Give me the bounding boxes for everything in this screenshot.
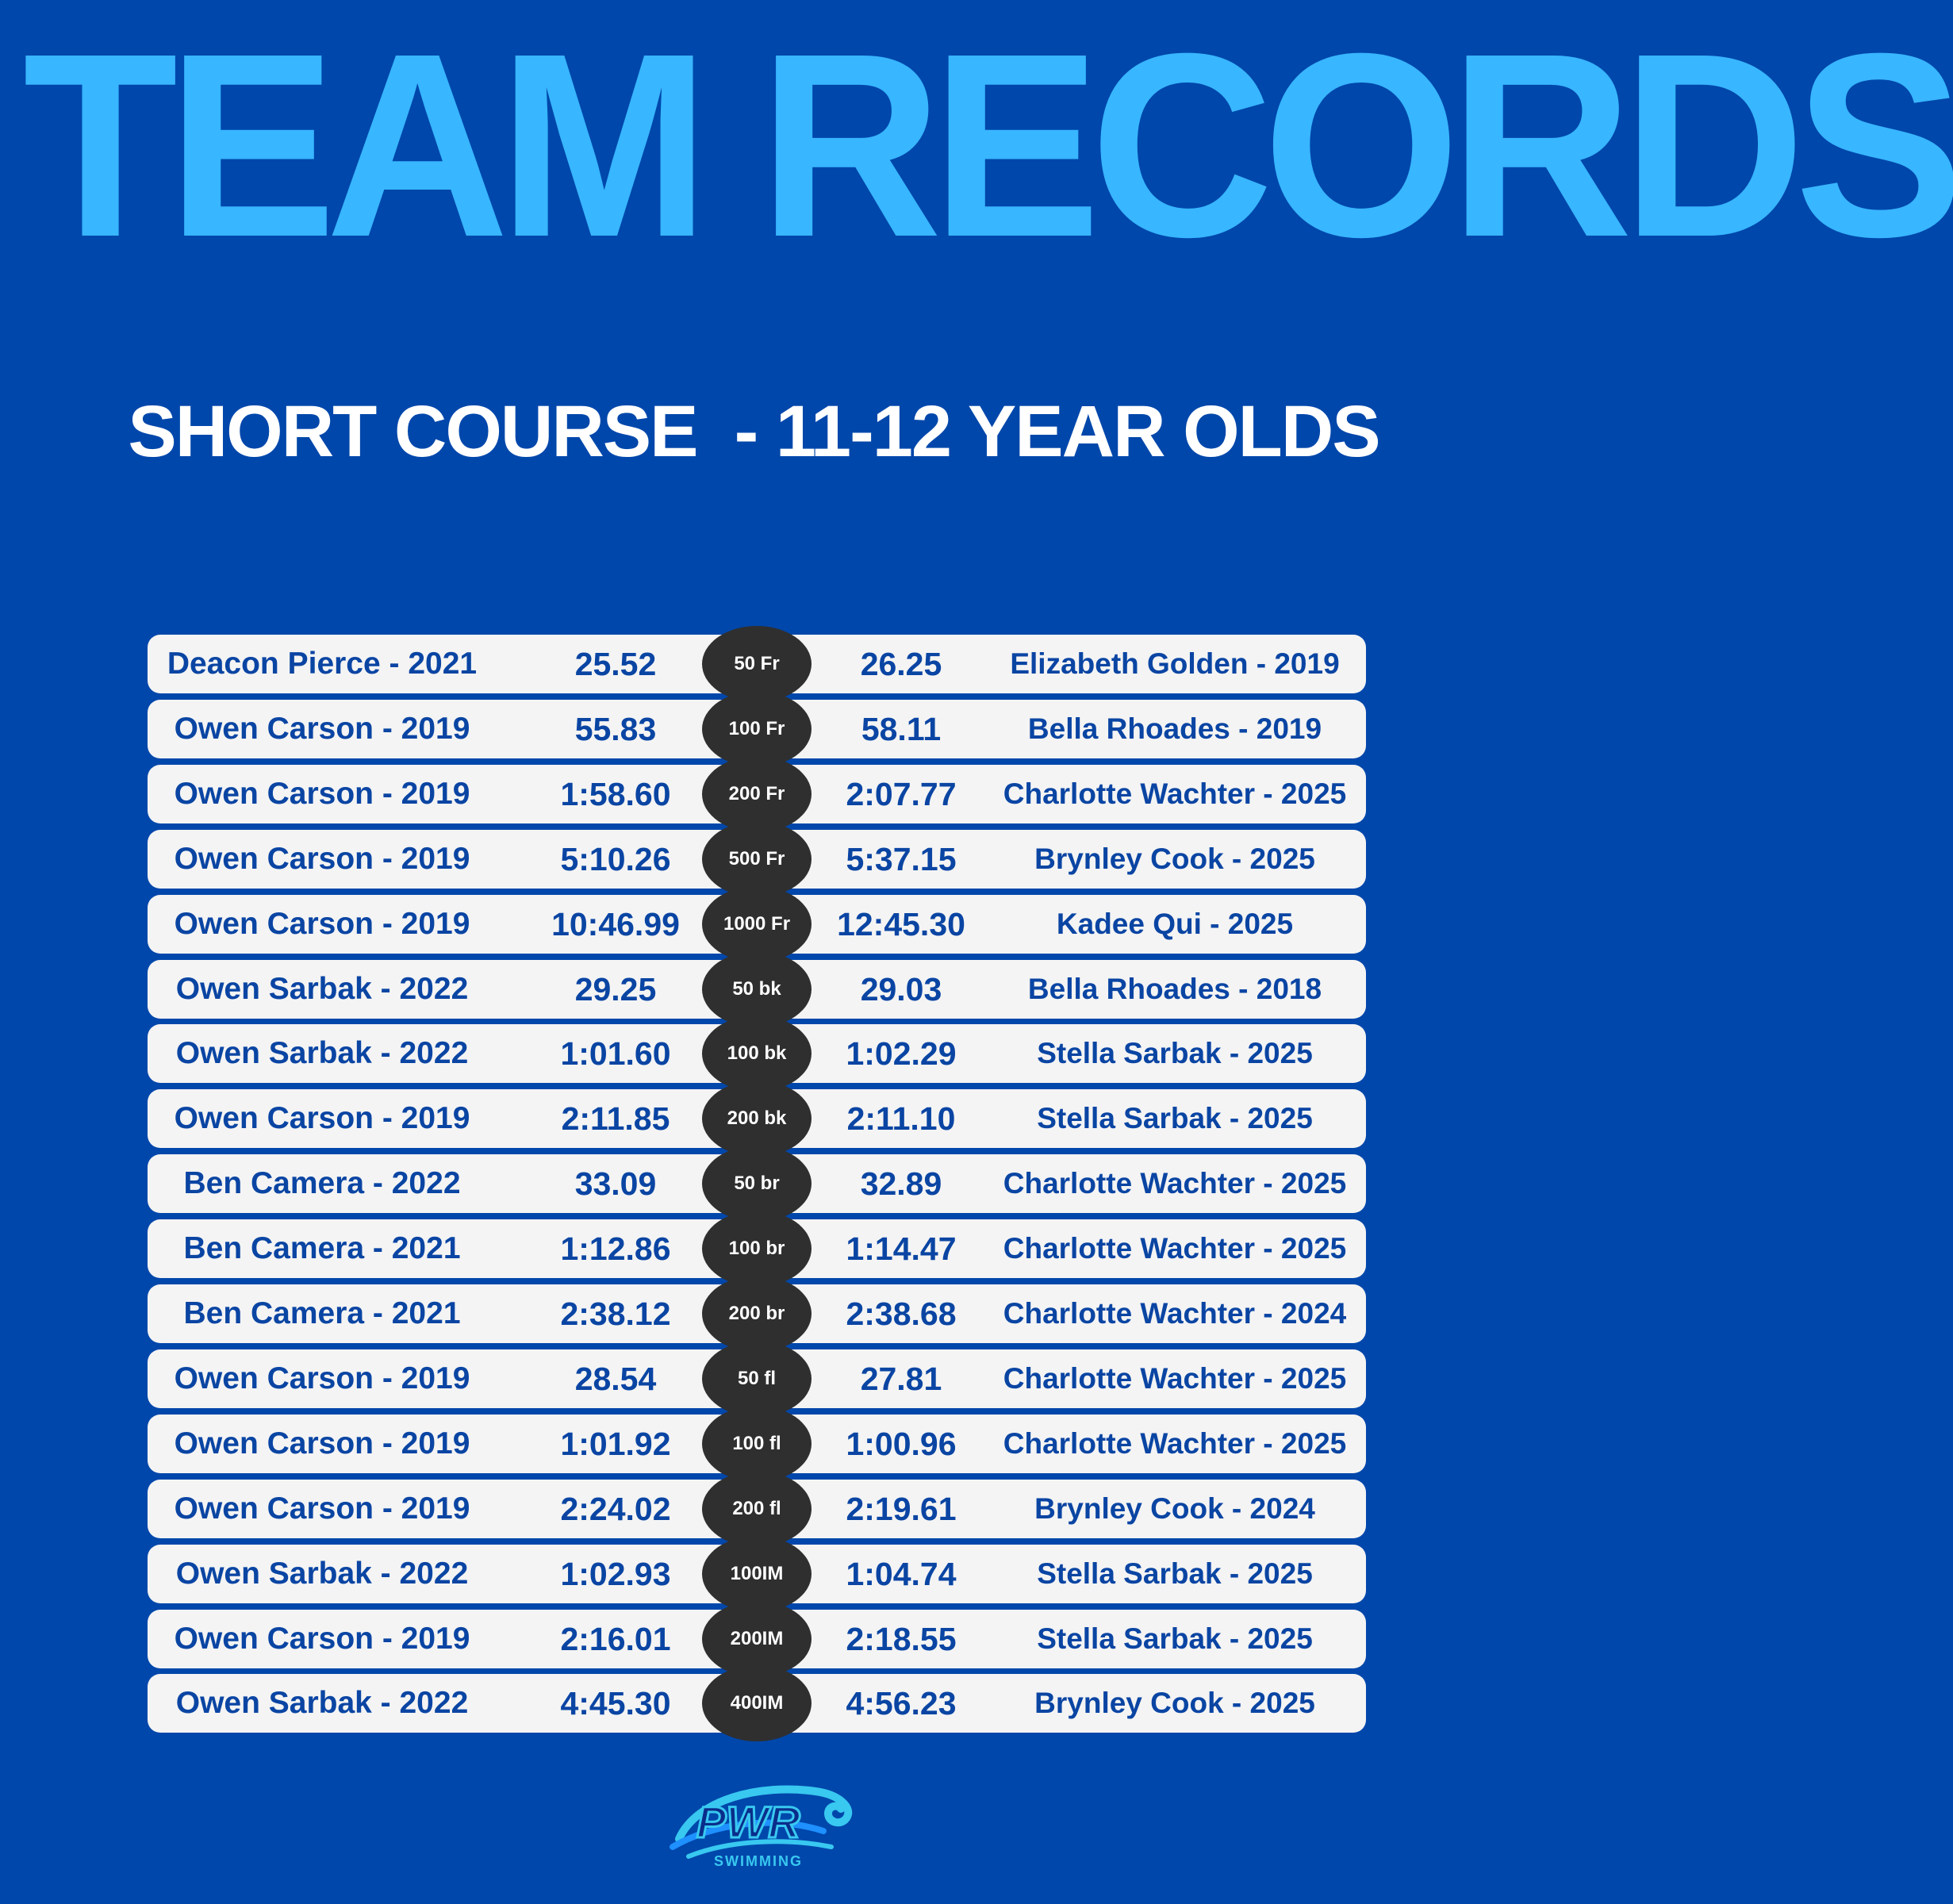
girls-record-holder: Bella Rhoades - 2019	[1027, 712, 1322, 745]
page-title: TEAM RECORDS	[22, 0, 1953, 291]
boys-record-holder: Owen Sarbak - 2022	[175, 1686, 469, 1720]
girls-record-time: 29.03	[860, 971, 942, 1008]
girls-record-time: 5:37.15	[846, 841, 957, 877]
event-badge: 50 fl	[702, 1341, 812, 1417]
girls-record-holder: Charlotte Wachter - 2025	[1003, 1362, 1347, 1395]
event-badge: 200 br	[702, 1276, 812, 1352]
event-badge: 500 Fr	[702, 821, 812, 897]
boys-record-holder: Owen Sarbak - 2022	[175, 1557, 469, 1591]
boys-record-holder: Ben Camera - 2022	[183, 1166, 461, 1200]
boys-record-holder: Owen Sarbak - 2022	[175, 1036, 469, 1070]
boys-record-time: 25.52	[574, 646, 657, 682]
girls-record-time: 4:56.23	[846, 1685, 957, 1722]
event-badge: 100 bk	[702, 1015, 812, 1092]
boys-record-time: 2:38.12	[560, 1296, 671, 1332]
boys-record-time: 55.83	[574, 711, 657, 747]
boys-record-holder: Ben Camera - 2021	[183, 1296, 461, 1330]
logo-subtext: SWIMMING	[714, 1853, 803, 1869]
boys-record-time: 2:11.85	[561, 1100, 670, 1137]
girls-record-time: 32.89	[860, 1165, 942, 1202]
event-badge: 100IM	[702, 1536, 812, 1612]
girls-record-time: 1:14.47	[846, 1230, 957, 1267]
boys-record-time: 1:01.92	[560, 1426, 671, 1462]
girls-record-holder: Elizabeth Golden - 2019	[1010, 647, 1340, 680]
boys-record-time: 5:10.26	[560, 841, 671, 877]
boys-record-time: 4:45.30	[560, 1685, 671, 1722]
event-badge: 1000 Fr	[702, 886, 812, 962]
boys-record-holder: Owen Carson - 2019	[174, 1426, 470, 1461]
girls-record-holder: Charlotte Wachter - 2025	[1003, 1427, 1347, 1460]
girls-record-holder: Charlotte Wachter - 2025	[1003, 1232, 1347, 1265]
boys-record-time: 29.25	[574, 971, 657, 1008]
boys-record-holder: Owen Carson - 2019	[174, 1622, 470, 1656]
boys-record-holder: Deacon Pierce - 2021	[167, 647, 478, 681]
boys-record-holder: Owen Carson - 2019	[174, 777, 470, 811]
girls-record-holder: Stella Sarbak - 2025	[1037, 1557, 1313, 1590]
page-subtitle: SHORT COURSE - 11-12 YEAR OLDS	[128, 391, 1379, 472]
girls-record-holder: Stella Sarbak - 2025	[1037, 1102, 1313, 1134]
logo-text: PWR	[696, 1797, 800, 1847]
event-badge: 100 br	[702, 1211, 812, 1287]
boys-record-time: 1:12.86	[560, 1230, 671, 1267]
boys-record-holder: Ben Camera - 2021	[183, 1231, 461, 1265]
boys-record-time: 28.54	[574, 1361, 657, 1397]
girls-record-time: 2:07.77	[846, 776, 957, 812]
boys-record-holder: Owen Carson - 2019	[174, 1361, 470, 1395]
girls-record-time: 2:18.55	[846, 1621, 957, 1657]
event-badge: 50 bk	[702, 951, 812, 1027]
girls-record-time: 12:45.30	[837, 906, 965, 942]
boys-record-time: 2:24.02	[560, 1491, 671, 1527]
boys-record-time: 1:58.60	[560, 776, 671, 812]
event-badge: 50 br	[702, 1146, 812, 1222]
girls-record-time: 2:19.61	[846, 1491, 957, 1527]
event-badge: 200 bk	[702, 1081, 812, 1157]
event-badge: 50 Fr	[702, 626, 812, 702]
girls-record-holder: Charlotte Wachter - 2025	[1003, 1167, 1347, 1200]
event-badge: 100 Fr	[702, 691, 812, 767]
boys-record-time: 33.09	[574, 1165, 657, 1202]
girls-record-time: 58.11	[861, 711, 942, 747]
girls-record-holder: Stella Sarbak - 2025	[1037, 1037, 1313, 1069]
boys-record-time: 1:02.93	[560, 1556, 671, 1592]
girls-record-time: 27.81	[860, 1361, 942, 1397]
boys-record-holder: Owen Carson - 2019	[174, 842, 470, 876]
girls-record-holder: Brynley Cook - 2024	[1034, 1492, 1315, 1525]
girls-record-holder: Stella Sarbak - 2025	[1037, 1622, 1313, 1655]
girls-record-time: 1:00.96	[846, 1426, 957, 1462]
boys-record-holder: Owen Sarbak - 2022	[175, 972, 469, 1006]
girls-record-holder: Bella Rhoades - 2018	[1027, 973, 1322, 1005]
event-badge: 200 Fr	[702, 756, 812, 832]
girls-record-time: 26.25	[860, 646, 942, 682]
event-badge: 100 fl	[702, 1406, 812, 1482]
event-badge: 400IM	[702, 1665, 812, 1741]
boys-record-time: 10:46.99	[551, 906, 680, 942]
boys-record-time: 1:01.60	[560, 1035, 671, 1072]
girls-record-time: 2:11.10	[846, 1100, 956, 1137]
boys-record-holder: Owen Carson - 2019	[174, 1101, 470, 1135]
girls-record-time: 2:38.68	[846, 1296, 957, 1332]
girls-record-time: 1:02.29	[846, 1035, 957, 1072]
girls-record-holder: Charlotte Wachter - 2025	[1003, 777, 1347, 810]
girls-record-holder: Charlotte Wachter - 2024	[1003, 1297, 1347, 1330]
event-badge: 200 fl	[702, 1471, 812, 1547]
boys-record-holder: Owen Carson - 2019	[174, 712, 470, 746]
boys-record-holder: Owen Carson - 2019	[174, 1491, 470, 1526]
girls-record-holder: Kadee Qui - 2025	[1056, 908, 1294, 940]
boys-record-time: 2:16.01	[560, 1621, 671, 1657]
girls-record-holder: Brynley Cook - 2025	[1034, 843, 1315, 875]
girls-record-time: 1:04.74	[846, 1556, 957, 1592]
boys-record-holder: Owen Carson - 2019	[174, 907, 470, 941]
girls-record-holder: Brynley Cook - 2025	[1034, 1687, 1315, 1719]
event-badge: 200IM	[702, 1601, 812, 1677]
pwr-swimming-logo	[665, 1768, 858, 1871]
